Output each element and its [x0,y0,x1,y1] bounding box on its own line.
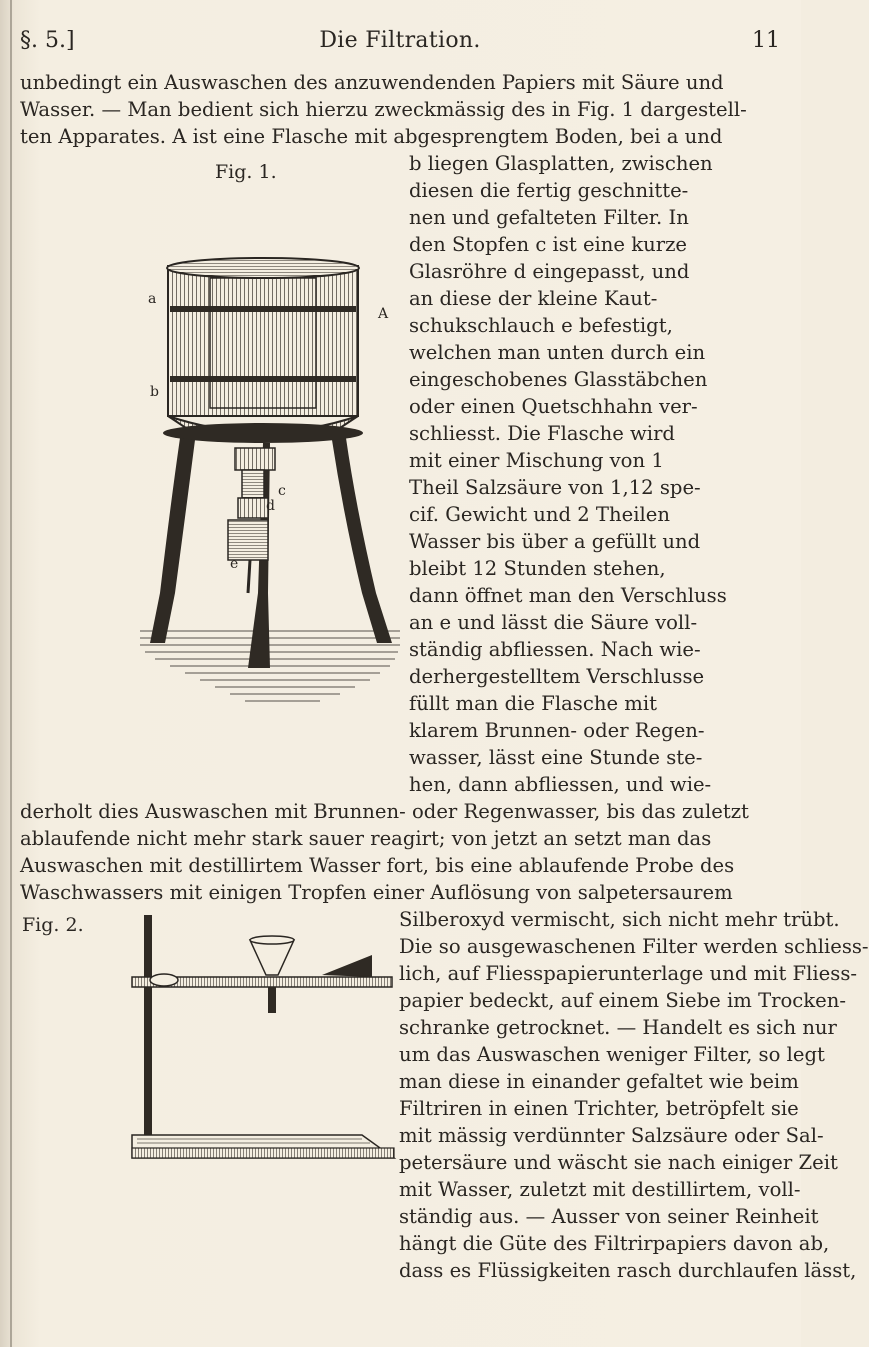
section-marker: §. 5.] [20,28,75,53]
text-line: Theil Salzsäure von 1,12 spe- [409,476,701,499]
text-line: dass es Flüssigkeiten rasch durchlaufen lässt, [399,1259,857,1282]
label-e: e [230,556,239,572]
figure-2-caption: Fig. 2. [22,914,84,936]
text-line: eingeschobenes Glasstäbchen [409,368,708,391]
text-line: Glasröhre d eingepasst, und [409,260,690,283]
text-line: hen, dann abfliessen, und wie- [409,773,712,796]
text-line: nen und gefalteten Filter. In [409,206,689,229]
figure-1-washing-flask-illustration [140,248,400,713]
text-line: Auswaschen mit destillirtem Wasser fort, bis eine ablaufende Probe des [20,854,735,877]
text-line: schranke getrocknet. — Handelt es sich nur [399,1016,837,1039]
text-line: welchen man unten durch ein [409,341,706,364]
text-line: ständig abfliessen. Nach wie- [409,638,701,661]
text-line: derhergestelltem Verschlusse [409,665,705,688]
text-line: petersäure und wäscht sie nach einiger Zeit [399,1151,838,1174]
text-line: ten Apparates. A ist eine Flasche mit abgesprengtem Boden, bei a und [20,125,723,148]
text-line: hängt die Güte des Filtrirpapiers davon ab, [399,1232,830,1255]
label-c: c [278,483,286,499]
text-line: Silberoxyd vermischt, sich nicht mehr trübt. [399,908,840,931]
text-line: cif. Gewicht und 2 Theilen [409,503,670,526]
text-line: unbedingt ein Auswaschen des anzuwendenden Papiers mit Säure und [20,71,724,94]
text-line: dann öffnet man den Verschluss [409,584,727,607]
text-line: Wasser. — Man bedient sich hierzu zweckmässig des in Fig. 1 dargestell- [20,98,747,121]
page-gutter-shadow [10,0,12,1347]
figure-2-funnel-on-stand-illustration [132,900,394,1168]
text-line: derholt dies Auswaschen mit Brunnen- oder Regenwasser, bis das zuletzt [20,800,749,823]
running-header [20,28,780,58]
text-line: lich, auf Fliesspapierunterlage und mit Fliess- [399,962,857,985]
text-line: an e und lässt die Säure voll- [409,611,698,634]
text-line: mit mässig verdünnter Salzsäure oder Sal- [399,1124,824,1147]
label-A: A [378,306,389,322]
text-line: wasser, lässt eine Stunde ste- [409,746,703,769]
figure-1-caption: Fig. 1. [215,161,277,183]
label-a: a [148,291,157,307]
page-number: 11 [752,28,780,53]
text-line: mit Wasser, zuletzt mit destillirtem, voll- [399,1178,801,1201]
text-line: Filtriren in einen Trichter, betröpfelt sie [399,1097,799,1120]
text-line: Wasser bis über a gefüllt und [409,530,701,553]
text-line: man diese in einander gefaltet wie beim [399,1070,799,1093]
text-line: mit einer Mischung von 1 [409,449,664,472]
label-d: d [266,498,275,514]
text-line: bleibt 12 Stunden stehen, [409,557,666,580]
text-line: ständig aus. — Ausser von seiner Reinheit [399,1205,819,1228]
text-line: klarem Brunnen- oder Regen- [409,719,705,742]
text-line: papier bedeckt, auf einem Siebe im Trocken- [399,989,846,1012]
label-b: b [150,384,159,400]
text-line: Waschwassers mit einigen Tropfen einer Auflösung von salpetersaurem [20,881,733,904]
text-line: oder einen Quetschhahn ver- [409,395,698,418]
page-title: Die Filtration. [319,28,481,53]
text-line: den Stopfen c ist eine kurze [409,233,688,256]
text-line: diesen die fertig geschnitte- [409,179,689,202]
text-line: um das Auswaschen weniger Filter, so legt [399,1043,825,1066]
text-line: schukschlauch e befestigt, [409,314,673,337]
text-line: ablaufende nicht mehr stark sauer reagirt; von jetzt an setzt man das [20,827,712,850]
text-line: an diese der kleine Kaut- [409,287,658,310]
text-line: schliesst. Die Flasche wird [409,422,675,445]
text-line: Die so ausgewaschenen Filter werden schliess- [399,935,869,958]
text-line: b liegen Glasplatten, zwischen [409,152,713,175]
text-line: füllt man die Flasche mit [409,692,657,715]
